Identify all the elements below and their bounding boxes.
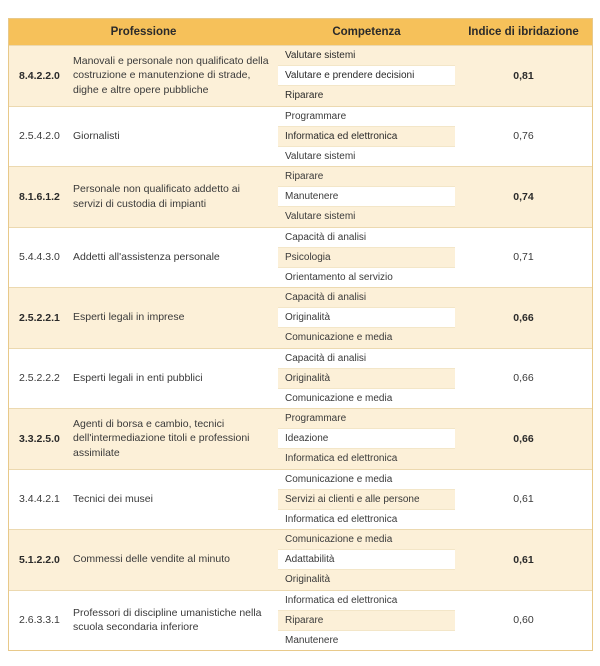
- row-competences: [278, 228, 455, 288]
- row-index: 0,66: [513, 372, 534, 385]
- row-code: 8.4.2.2.0: [19, 69, 60, 82]
- competence: Originalità: [278, 369, 455, 389]
- competence: Comunicazione e media: [278, 530, 455, 550]
- row-profession: Esperti legali in enti pubblici: [73, 371, 203, 384]
- competence: Comunicazione e media: [278, 328, 455, 347]
- row-competences: [278, 591, 455, 651]
- row-code: 2.6.3.3.1: [19, 614, 60, 627]
- row-competences: [278, 470, 455, 530]
- competence: Informatica ed elettronica: [278, 449, 455, 468]
- table-row: [9, 348, 592, 409]
- row-index: 0,74: [513, 190, 534, 203]
- row-code: 5.4.4.3.0: [19, 251, 60, 264]
- row-profession: Professori di discipline umanistiche nella scuola secondaria inferiore: [73, 606, 262, 634]
- row-competences: [278, 530, 455, 590]
- table-row: [9, 469, 592, 530]
- competence: Capacità di analisi: [278, 288, 455, 308]
- competence: Comunicazione e media: [278, 389, 455, 408]
- header-indice: Indice di ibridazione: [468, 26, 579, 38]
- table-row: [9, 529, 592, 590]
- table-row: [9, 287, 592, 348]
- competence: Valutare sistemi: [278, 207, 455, 226]
- table-header: [9, 19, 592, 45]
- row-competences: [278, 107, 455, 167]
- row-competences: [278, 288, 455, 348]
- competence: Psicologia: [278, 248, 455, 268]
- row-profession: Esperti legali in imprese: [73, 311, 185, 324]
- competence: Valutare e prendere decisioni: [278, 66, 455, 86]
- row-competences: [278, 167, 455, 227]
- competence: Adattabilità: [278, 550, 455, 570]
- row-competences: [278, 349, 455, 409]
- competence: Informatica ed elettronica: [278, 591, 455, 611]
- competence: Riparare: [278, 611, 455, 631]
- table-row: [9, 227, 592, 288]
- header-professione: Professione: [110, 26, 177, 38]
- competence: Comunicazione e media: [278, 470, 455, 490]
- table-row: [9, 166, 592, 227]
- row-code: 3.3.2.5.0: [19, 432, 60, 445]
- row-code: 8.1.6.1.2: [19, 190, 60, 203]
- row-index: 0,71: [513, 251, 534, 264]
- row-code: 2.5.4.2.0: [19, 130, 60, 143]
- row-index: 0,76: [513, 130, 534, 143]
- header-competenza: Competenza: [332, 26, 401, 38]
- row-index: 0,60: [513, 614, 534, 627]
- competence: Programmare: [278, 107, 455, 127]
- competence: Originalità: [278, 308, 455, 328]
- row-index: 0,61: [513, 553, 534, 566]
- row-profession: Addetti all'assistenza personale: [73, 250, 220, 263]
- row-code: 2.5.2.2.2: [19, 372, 60, 385]
- competence: Programmare: [278, 409, 455, 429]
- row-competences: [278, 46, 455, 106]
- row-index: 0,66: [513, 432, 534, 445]
- row-profession: Personale non qualificato addetto ai servizi di custodia di impianti: [73, 183, 240, 210]
- row-profession: Giornalisti: [73, 129, 120, 142]
- competence: Manutenere: [278, 187, 455, 207]
- competence: Informatica ed elettronica: [278, 510, 455, 529]
- table-row: [9, 106, 592, 167]
- competence: Originalità: [278, 570, 455, 589]
- row-profession: Manovali e personale non qualificato della costruzione e manutenzione di strade, dighe e altre opere pubbliche: [73, 54, 269, 97]
- row-code: 5.1.2.2.0: [19, 553, 60, 566]
- row-profession: Commessi delle vendite al minuto: [73, 553, 230, 566]
- competence: Servizi ai clienti e alle persone: [278, 490, 455, 510]
- competence: Valutare sistemi: [278, 46, 455, 66]
- row-competences: [278, 409, 455, 469]
- competence: Capacità di analisi: [278, 228, 455, 248]
- competence: Capacità di analisi: [278, 349, 455, 369]
- competence: Valutare sistemi: [278, 147, 455, 166]
- row-profession: Tecnici dei musei: [73, 492, 153, 505]
- competence: Informatica ed elettronica: [278, 127, 455, 147]
- table-row: [9, 45, 592, 106]
- row-index: 0,81: [513, 69, 534, 82]
- row-profession: Agenti di borsa e cambio, tecnici dell'intermediazione titoli e professioni assimilate: [73, 417, 250, 460]
- competence: Ideazione: [278, 429, 455, 449]
- competence: Manutenere: [278, 631, 455, 650]
- hybridization-table: [8, 18, 593, 651]
- table-row: [9, 408, 592, 469]
- row-index: 0,61: [513, 493, 534, 506]
- row-code: 2.5.2.2.1: [19, 311, 60, 324]
- table-row: [9, 590, 592, 651]
- competence: Riparare: [278, 86, 455, 105]
- row-index: 0,66: [513, 311, 534, 324]
- row-code: 3.4.4.2.1: [19, 493, 60, 506]
- competence: Orientamento al servizio: [278, 268, 455, 287]
- competence: Riparare: [278, 167, 455, 187]
